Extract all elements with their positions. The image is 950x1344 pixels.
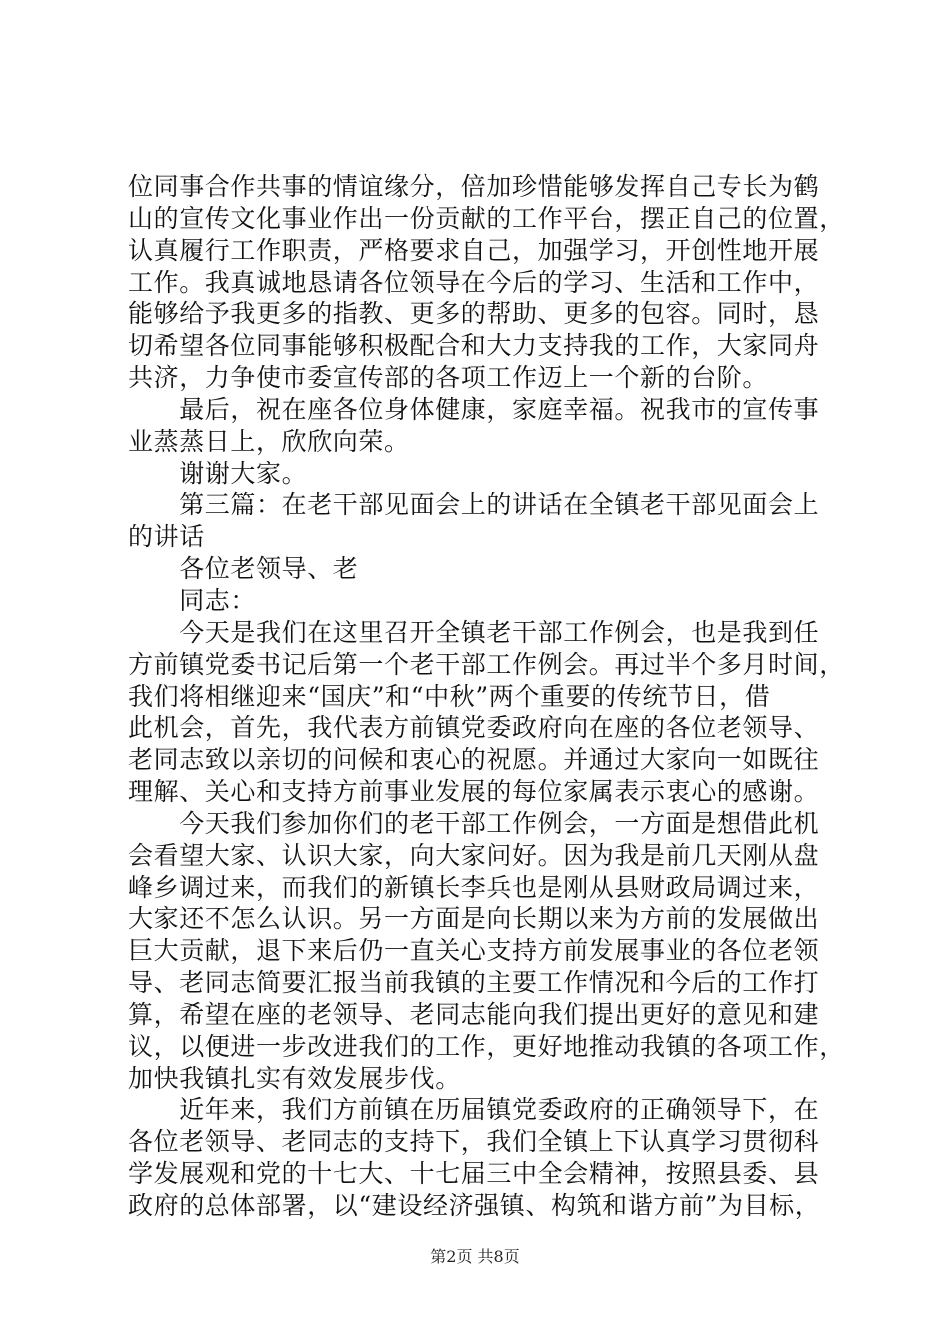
text-line: 导、老同志简要汇报当前我镇的主要工作情况和今后的工作打 <box>128 968 820 998</box>
salutation-line: 各位老领导、老 <box>128 554 359 584</box>
text-line: 位同事合作共事的情谊缘分，倍加珍惜能够发挥自己专长为鹤 <box>128 172 820 201</box>
text-line: 老同志致以亲切的问候和衷心的祝愿。并通过大家向一如既往 <box>128 745 820 775</box>
text-line: 学发展观和党的十七大、十七届三中全会精神，按照县委、县 <box>128 1159 820 1189</box>
text-line: 议，以便进一步改进我们的工作，更好地推动我镇的各项工作， <box>128 1031 845 1061</box>
text-line: 峰乡调过来，而我们的新镇长李兵也是刚从县财政局调过来， <box>128 872 820 902</box>
text-line: 各位老领导、老同志的支持下，我们全镇上下认真学习贯彻科 <box>128 1127 820 1157</box>
text-line: 算，希望在座的老领导、老同志能向我们提出更好的意见和建 <box>128 999 820 1029</box>
text-line: 共济，力争使市委宣传部的各项工作迈上一个新的台阶。 <box>128 363 769 393</box>
text-line: 方前镇党委书记后第一个老干部工作例会。再过半个多月时间， <box>128 649 845 679</box>
text-line: 大家还不怎么认识。另一方面是向长期以来为方前的发展做出 <box>128 904 820 934</box>
text-line: 业蒸蒸日上，欣欣向荣。 <box>128 426 410 456</box>
text-line: 最后，祝在座各位身体健康，家庭幸福。祝我市的宣传事 <box>128 394 820 424</box>
text-line: 切希望各位同事能够积极配合和大力支持我的工作，大家同舟 <box>128 331 820 361</box>
text-line: 工作。我真诚地恳请各位领导在今后的学习、生活和工作中， <box>128 267 820 297</box>
text-line: 巨大贡献，退下来后仍一直关心支持方前发展事业的各位老领 <box>128 936 820 966</box>
text-line: 谢谢大家。 <box>128 458 308 488</box>
section-heading-line: 第三篇：在老干部见面会上的讲话在全镇老干部见面会上 <box>128 490 820 520</box>
text-line: 政府的总体部署，以“建设经济强镇、构筑和谐方前”为目标， <box>128 1191 821 1220</box>
text-line: 加快我镇扎实有效发展步伐。 <box>128 1063 461 1093</box>
text-line: 今天是我们在这里召开全镇老干部工作例会，也是我到任 <box>128 617 820 647</box>
text-line: 理解、关心和支持方前事业发展的每位家属表示衷心的感谢。 <box>128 777 820 807</box>
text-line: 认真履行工作职责，严格要求自己，加强学习，开创性地开展 <box>128 235 820 265</box>
text-line: 近年来，我们方前镇在历届镇党委政府的正确领导下，在 <box>128 1095 820 1125</box>
text-line: 今天我们参加你们的老干部工作例会，一方面是想借此机 <box>128 808 820 838</box>
text-line: 山的宣传文化事业作出一份贡献的工作平台，摆正自己的位置， <box>128 203 845 233</box>
salutation-line: 同志： <box>128 585 257 615</box>
text-line: 会看望大家、认识大家，向大家问好。因为我是前几天刚从盘 <box>128 840 820 870</box>
page-footer: 第2页 共8页 <box>430 1247 520 1266</box>
text-line: 我们将相继迎来“国庆”和“中秋”两个重要的传统节日，借 <box>128 681 771 711</box>
text-line: 此机会，首先，我代表方前镇党委政府向在座的各位老领导、 <box>128 713 820 743</box>
text-line: 能够给予我更多的指教、更多的帮助、更多的包容。同时，恳 <box>128 299 820 329</box>
section-heading-line: 的讲话 <box>128 522 205 552</box>
